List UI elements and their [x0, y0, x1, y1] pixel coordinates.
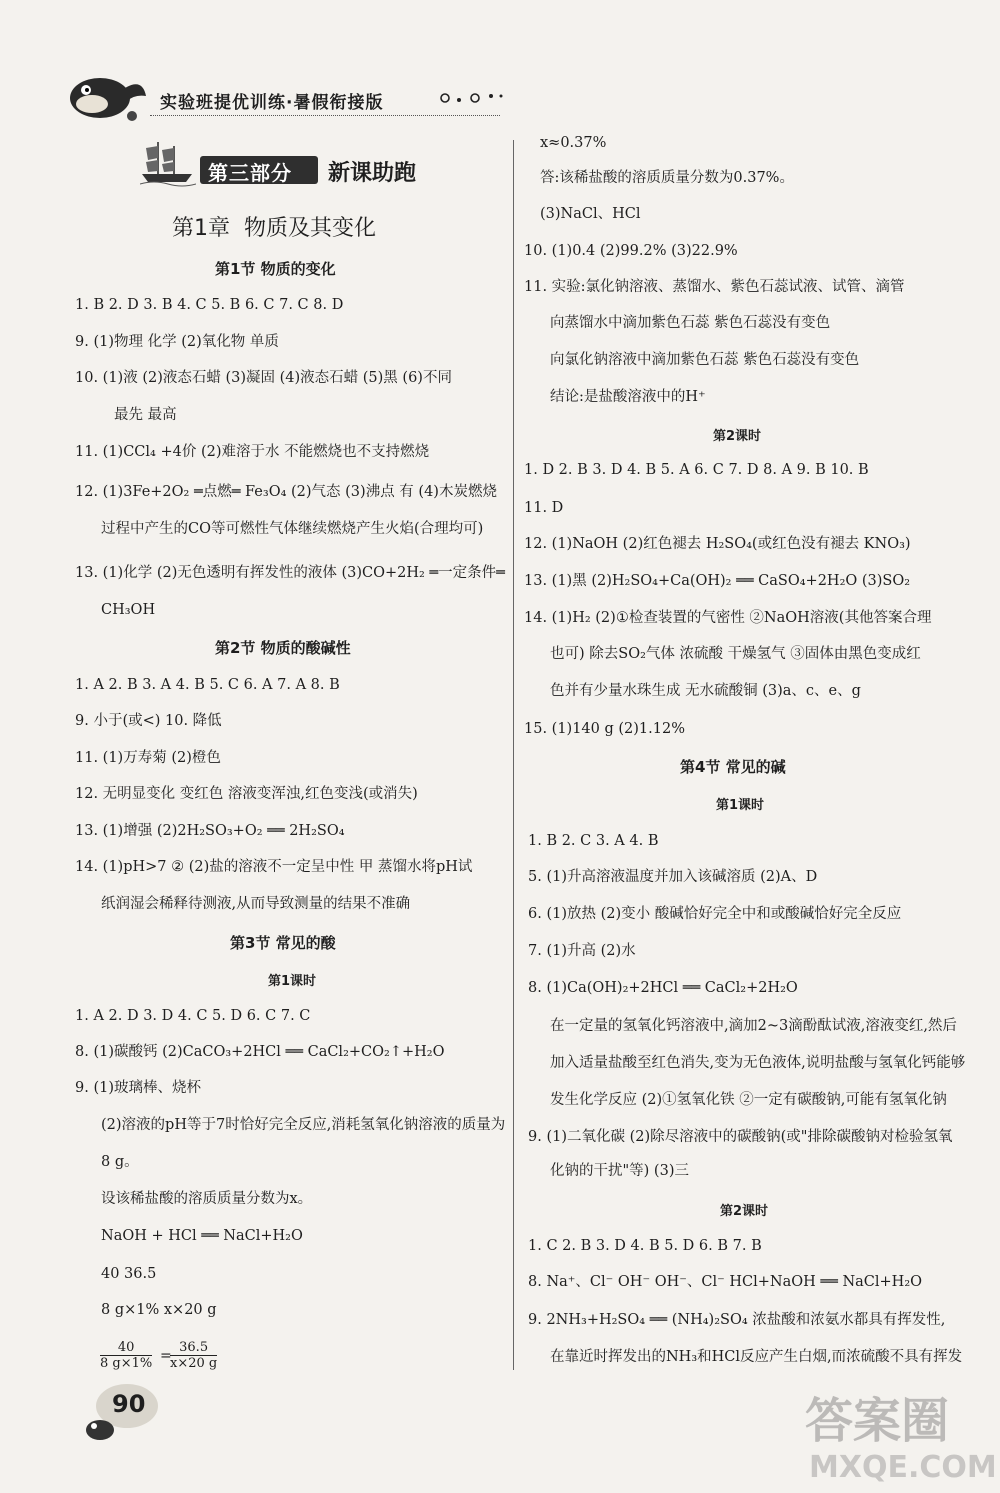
watermark-logo	[805, 1385, 995, 1485]
fraction-numerator: 36.5	[170, 1340, 217, 1356]
lesson-heading: 第2课时	[713, 429, 762, 444]
fraction-numerator: 40	[100, 1340, 152, 1356]
answer-line: 1. A 2. B 3. A 4. B 5. C 6. A 7. A 8. B	[75, 677, 340, 693]
answer-line: 化钠的干扰"等) (3)三	[550, 1163, 689, 1179]
answer-line: 向氯化钠溶液中滴加紫色石蕊 紫色石蕊没有变色	[550, 352, 860, 368]
answer-line: 13. (1)黑 (2)H₂SO₄+Ca(OH)₂ ══ CaSO₄+2H₂O (3)SO₂	[524, 573, 911, 589]
answer-line: 12. 无明显变化 变红色 溶液变浑浊,红色变浅(或消失)	[75, 786, 418, 802]
answer-line: 11. (1)CCl₄ +4价 (2)难溶于水 不能燃烧也不支持燃烧	[75, 444, 430, 460]
answer-line: 结论:是盐酸溶液中的H⁺	[550, 389, 706, 405]
answer-line: 6. (1)放热 (2)变小 酸碱恰好完全中和或酸碱恰好完全反应	[528, 906, 902, 922]
series-title: 实验班提优训练·暑假衔接版	[160, 93, 384, 113]
header-mascot	[62, 68, 150, 123]
answer-line: 11. 实验:氯化钠溶液、蒸馏水、紫色石蕊试液、试管、滴管	[524, 279, 905, 295]
answer-line: 13. (1)化学 (2)无色透明有挥发性的液体 (3)CO+2H₂ ═一定条件═	[75, 565, 505, 581]
header-rule	[150, 115, 500, 116]
answer-line: 在靠近时挥发出的NH₃和HCl反应产生白烟,而浓硫酸不具有挥发	[550, 1349, 963, 1365]
answer-line: 设该稀盐酸的溶质质量分数为x。	[101, 1191, 313, 1207]
fraction-denominator: x×20 g	[170, 1356, 218, 1371]
answer-line: 8. (1)Ca(OH)₂+2HCl ══ CaCl₂+2H₂O	[528, 980, 798, 996]
answer-line: 12. (1)NaOH (2)红色褪去 H₂SO₄(或红色没有褪去 KNO₃)	[524, 536, 911, 552]
answer-line: 8 g。	[101, 1154, 139, 1170]
answer-line: 12. (1)3Fe+2O₂ ═点燃═ Fe₃O₄ (2)气态 (3)沸点 有 (4)木炭燃烧	[75, 484, 497, 500]
answer-line: 1. D 2. B 3. D 4. B 5. A 6. C 7. D 8. A 9. B 10. B	[524, 462, 869, 478]
header-dots	[435, 88, 515, 108]
page-number: 90	[112, 1390, 146, 1418]
answer-line: 40 36.5	[101, 1266, 157, 1282]
fraction-denominator: 8 g×1%	[100, 1356, 153, 1371]
answer-line: 也可) 除去SO₂气体 浓硫酸 干燥氢气 ③固体由黑色变成红	[550, 646, 921, 662]
answer-line: x≈0.37%	[540, 135, 607, 151]
answer-line: 过程中产生的CO等可燃性气体继续燃烧产生火焰(合理均可)	[101, 521, 484, 537]
answer-line: 答:该稀盐酸的溶质质量分数为0.37%。	[540, 170, 794, 186]
section-heading: 第4节 常见的碱	[680, 758, 786, 776]
answer-line: 8. (1)碳酸钙 (2)CaCO₃+2HCl ══ CaCl₂+CO₂↑+H₂O	[75, 1044, 445, 1060]
lesson-heading: 第2课时	[720, 1204, 769, 1219]
answer-line: 在一定量的氢氧化钙溶液中,滴加2~3滴酚酞试液,溶液变红,然后	[550, 1018, 957, 1034]
answer-line: CH₃OH	[101, 602, 156, 618]
answer-line: NaOH + HCl ══ NaCl+H₂O	[101, 1228, 303, 1244]
answer-line: 加入适量盐酸至红色消失,变为无色液体,说明盐酸与氢氧化钙能够	[550, 1055, 966, 1071]
answer-line: 纸润湿会稀释待测液,从而导致测量的结果不准确	[101, 896, 411, 912]
chapter-title: 第1章 物质及其变化	[172, 216, 376, 241]
answer-line: 9. (1)二氧化碳 (2)除尽溶液中的碳酸钠(或"排除碳酸钠对检验氢氧	[528, 1129, 953, 1145]
lesson-heading: 第1课时	[716, 798, 765, 813]
svg-text:答案圈: 答案圈	[805, 1393, 950, 1449]
answer-line: 10. (1)0.4 (2)99.2% (3)22.9%	[524, 243, 738, 259]
answer-line: (2)溶液的pH等于7时恰好完全反应,消耗氢氧化钠溶液的质量为	[101, 1117, 506, 1133]
answer-line: 11. D	[524, 500, 564, 516]
column-divider	[513, 140, 514, 1370]
answer-line: 9. 小于(或<) 10. 降低	[75, 713, 222, 729]
section-heading: 第3节 常见的酸	[230, 934, 336, 952]
answer-line: 9. 2NH₃+H₂SO₄ ══ (NH₄)₂SO₄ 浓盐酸和浓氨水都具有挥发性,	[528, 1312, 946, 1328]
footer-mascot	[82, 1410, 122, 1446]
answer-line: 向蒸馏水中滴加紫色石蕊 紫色石蕊没有变色	[550, 315, 831, 331]
answer-line: (3)NaCl、HCl	[540, 206, 641, 222]
answer-line: 发生化学反应 (2)①氢氧化铁 ②一定有碳酸钠,可能有氢氧化钠	[550, 1092, 947, 1108]
answer-line: 1. C 2. B 3. D 4. B 5. D 6. B 7. B	[528, 1238, 762, 1254]
section-heading: 第1节 物质的变化	[215, 260, 336, 278]
answer-line: 14. (1)pH>7 ② (2)盐的溶液不一定呈中性 甲 蒸馏水将pH试	[75, 859, 473, 875]
part-badge-label: 第三部分	[208, 161, 292, 185]
ship-icon	[140, 138, 196, 188]
answer-line: 14. (1)H₂ (2)①检查装置的气密性 ②NaOH溶液(其他答案合理	[524, 610, 932, 626]
proportion-left	[100, 1340, 152, 1371]
answer-line: 色并有少量水珠生成 无水硫酸铜 (3)a、c、e、g	[550, 683, 861, 699]
answer-line: 13. (1)增强 (2)2H₂SO₃+O₂ ══ 2H₂SO₄	[75, 823, 345, 839]
answer-line: 8. Na⁺、Cl⁻ OH⁻ OH⁻、Cl⁻ HCl+NaOH ══ NaCl+H₂O	[528, 1274, 923, 1290]
answer-line: 15. (1)140 g (2)1.12%	[524, 721, 685, 737]
proportion-right	[170, 1340, 217, 1371]
answer-line: 1. A 2. D 3. D 4. C 5. D 6. C 7. C	[75, 1008, 311, 1024]
svg-text:MXQE.COM: MXQE.COM	[809, 1450, 995, 1485]
answer-line: 7. (1)升高 (2)水	[528, 943, 636, 959]
answer-line: 10. (1)液 (2)液态石蜡 (3)凝固 (4)液态石蜡 (5)黑 (6)不同	[75, 370, 452, 386]
answer-line: 11. (1)万寿菊 (2)橙色	[75, 750, 221, 766]
section-heading: 第2节 物质的酸碱性	[215, 639, 351, 657]
answer-line: 9. (1)玻璃棒、烧杯	[75, 1080, 201, 1096]
answer-line: 9. (1)物理 化学 (2)氧化物 单质	[75, 334, 279, 350]
lesson-heading: 第1课时	[268, 974, 317, 989]
answer-line: 最先 最高	[114, 407, 177, 423]
part-title: 新课助跑	[328, 161, 417, 186]
answer-line: 1. B 2. C 3. A 4. B	[528, 833, 659, 849]
fraction-equals: =	[160, 1348, 172, 1364]
answer-line: 5. (1)升高溶液温度并加入该碱溶质 (2)A、D	[528, 869, 818, 885]
answer-line: 1. B 2. D 3. B 4. C 5. B 6. C 7. C 8. D	[75, 297, 344, 313]
answer-line: 8 g×1% x×20 g	[101, 1302, 217, 1318]
